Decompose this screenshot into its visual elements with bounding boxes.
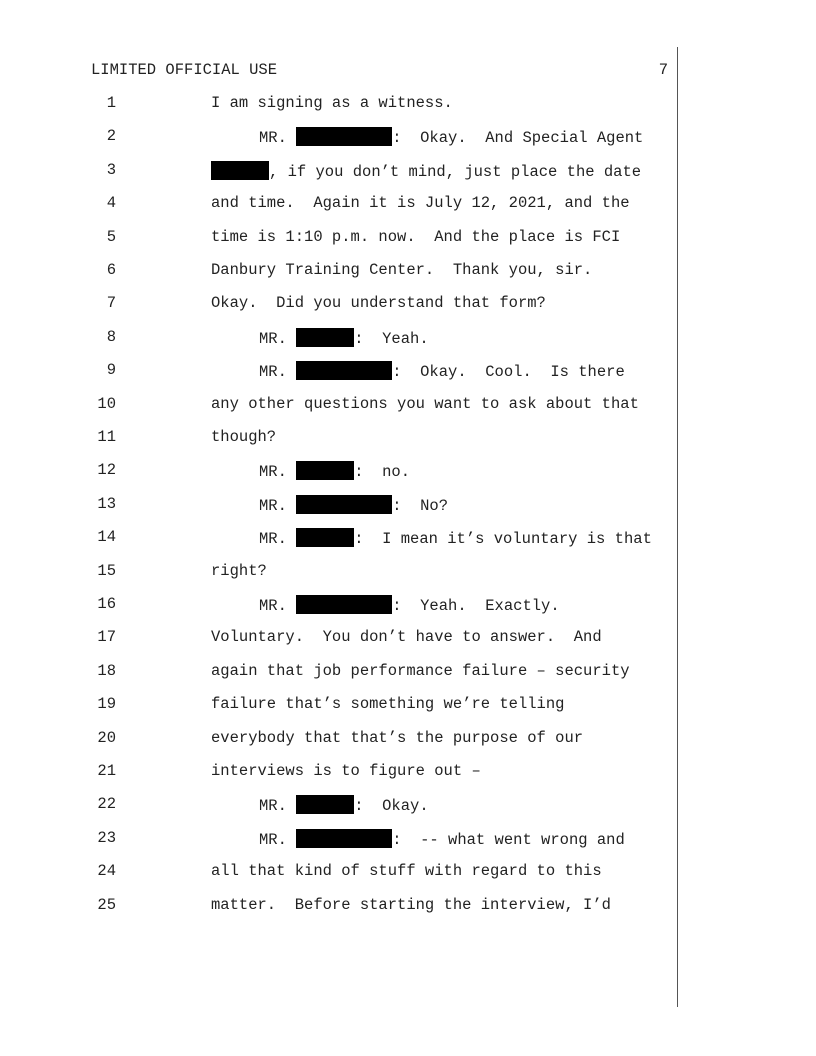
transcript-line <box>0 391 816 415</box>
line-text <box>259 795 429 815</box>
line-number: 9 <box>106 361 116 379</box>
line-text <box>259 829 625 849</box>
transcript-line <box>0 190 816 214</box>
transcript-line <box>0 758 816 782</box>
line-text-segment: all that kind of stuff with regard to this <box>211 862 602 880</box>
transcript-line <box>0 357 816 381</box>
transcript-line <box>0 658 816 682</box>
line-number: 21 <box>97 762 116 780</box>
line-text-segment: : no. <box>354 463 411 481</box>
transcript-line <box>0 725 816 749</box>
line-number: 15 <box>97 562 116 580</box>
transcript-line <box>0 157 816 181</box>
redaction-block <box>296 829 392 848</box>
line-text-segment: Voluntary. You don’t have to answer. And <box>211 628 602 646</box>
transcript-line <box>0 457 816 481</box>
line-number: 14 <box>97 528 116 546</box>
line-text-segment: Okay. Did you understand that form? <box>211 294 546 312</box>
line-number: 5 <box>106 228 116 246</box>
transcript-line <box>0 257 816 281</box>
line-text-segment: MR. <box>259 363 297 381</box>
classification-marking: LIMITED OFFICIAL USE <box>91 61 278 79</box>
line-text-segment: failure that’s something we’re telling <box>211 695 565 713</box>
transcript-line <box>0 691 816 715</box>
line-text-segment: Danbury Training Center. Thank you, sir. <box>211 261 593 279</box>
transcript-line <box>0 424 816 448</box>
transcript-line <box>0 524 816 548</box>
line-text-segment: interviews is to figure out – <box>211 762 481 780</box>
line-text <box>259 461 410 481</box>
redaction-block <box>296 361 392 380</box>
line-text-segment: : No? <box>392 497 449 515</box>
line-text-segment: everybody that that’s the purpose of our <box>211 729 584 747</box>
line-text <box>211 194 630 212</box>
line-text-segment: MR. <box>259 330 297 348</box>
transcript-line <box>0 224 816 248</box>
line-text-segment: MR. <box>259 797 297 815</box>
line-number: 13 <box>97 495 116 513</box>
line-number: 3 <box>106 161 116 179</box>
line-text-segment: : I mean it’s voluntary is that <box>354 530 652 548</box>
line-text-segment: : -- what went wrong and <box>392 831 625 849</box>
transcript-line <box>0 491 816 515</box>
line-number: 18 <box>97 662 116 680</box>
line-text-segment: time is 1:10 p.m. now. And the place is FCI <box>211 228 621 246</box>
redaction-block <box>296 528 354 547</box>
line-text-segment: MR. <box>259 831 297 849</box>
line-number: 1 <box>106 94 116 112</box>
line-text <box>211 161 641 181</box>
line-text <box>211 294 546 312</box>
line-text <box>259 528 652 548</box>
line-number: 25 <box>97 896 116 914</box>
line-number: 24 <box>97 862 116 880</box>
transcript-line <box>0 858 816 882</box>
redaction-block <box>296 795 354 814</box>
page-number: 7 <box>658 61 668 79</box>
transcript-line <box>0 791 816 815</box>
line-number: 4 <box>106 194 116 212</box>
transcript-line <box>0 558 816 582</box>
transcript-line <box>0 290 816 314</box>
line-text <box>211 261 592 279</box>
line-text-segment: : Yeah. <box>354 330 429 348</box>
redaction-block <box>296 495 392 514</box>
line-text <box>211 562 267 580</box>
line-text-segment: any other questions you want to ask about that <box>211 395 639 413</box>
line-text-segment: I am signing as a witness. <box>211 94 453 112</box>
line-text <box>211 628 602 646</box>
transcript-line <box>0 624 816 648</box>
line-text <box>211 428 276 446</box>
line-text <box>211 729 583 747</box>
line-text-segment: : Yeah. Exactly. <box>392 597 560 615</box>
line-number: 20 <box>97 729 116 747</box>
line-text-segment: : Okay. <box>354 797 429 815</box>
line-text <box>211 662 630 680</box>
line-text <box>259 127 643 147</box>
line-text <box>259 328 429 348</box>
line-number: 23 <box>97 829 116 847</box>
line-number: 2 <box>106 127 116 145</box>
line-text-segment: matter. Before starting the interview, I’d <box>211 896 611 914</box>
line-text <box>211 228 620 246</box>
redaction-block <box>296 328 354 347</box>
line-number: 16 <box>97 595 116 613</box>
line-text-segment: MR. <box>259 463 297 481</box>
line-text-segment: and time. Again it is July 12, 2021, and the <box>211 194 630 212</box>
transcript-line <box>0 123 816 147</box>
line-text <box>259 495 448 515</box>
line-text <box>211 395 639 413</box>
line-number: 7 <box>106 294 116 312</box>
transcript-line <box>0 825 816 849</box>
line-number: 8 <box>106 328 116 346</box>
line-text <box>259 595 560 615</box>
line-number: 11 <box>97 428 116 446</box>
line-text <box>259 361 625 381</box>
line-number: 22 <box>97 795 116 813</box>
line-text-segment: : Okay. And Special Agent <box>392 129 644 147</box>
redaction-block <box>296 127 392 146</box>
line-text-segment: : Okay. Cool. Is there <box>392 363 625 381</box>
line-text-segment: right? <box>211 562 267 580</box>
line-text-segment: MR. <box>259 597 297 615</box>
transcript-line <box>0 90 816 114</box>
line-text-segment: MR. <box>259 129 297 147</box>
line-text <box>211 862 602 880</box>
line-text <box>211 896 611 914</box>
line-text-segment: though? <box>211 428 277 446</box>
line-number: 12 <box>97 461 116 479</box>
transcript-line <box>0 591 816 615</box>
transcript-line <box>0 892 816 916</box>
line-text-segment: MR. <box>259 497 297 515</box>
transcript-line <box>0 324 816 348</box>
redaction-block <box>296 461 354 480</box>
line-text-segment: , if you don’t mind, just place the date <box>269 163 642 181</box>
line-text-segment: again that job performance failure – security <box>211 662 630 680</box>
line-number: 10 <box>97 395 116 413</box>
line-text <box>211 695 564 713</box>
line-number: 6 <box>106 261 116 279</box>
line-text <box>211 762 481 780</box>
redaction-block <box>296 595 392 614</box>
redaction-block <box>211 161 269 180</box>
line-number: 19 <box>97 695 116 713</box>
line-text <box>211 94 453 112</box>
line-text-segment: MR. <box>259 530 297 548</box>
line-number: 17 <box>97 628 116 646</box>
